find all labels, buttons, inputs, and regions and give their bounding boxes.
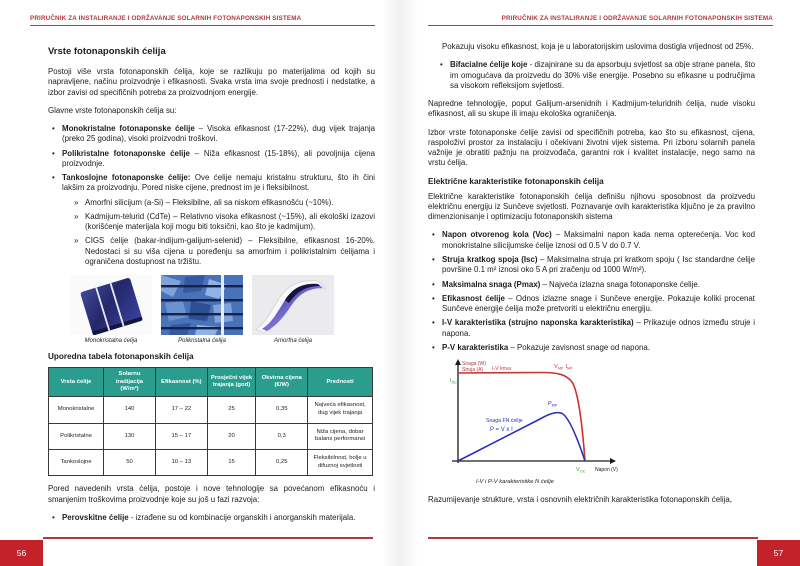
x-axis-label: Napon (V)	[595, 467, 618, 474]
table-cell: 0,35	[256, 397, 308, 423]
footer-rule-left	[43, 537, 373, 539]
right-content	[428, 42, 755, 513]
bullet-voc	[428, 230, 755, 251]
advanced-tech-paragraph: Napredne tehnologije, poput Galijum-arsenidnih i Kadmijum-teluridnih ćelija, nude visoku efikasnost, ali su skupe ili imaju ekološka ograničenja.	[428, 99, 755, 119]
bullet-efficiency	[428, 294, 755, 315]
bullet-lead: I-V karakteristika (strujno naponska karakteristika)	[442, 318, 634, 328]
bullet-monocrystalline	[48, 124, 375, 145]
figure-caption: Amorfna ćelija	[273, 338, 312, 345]
page-number-left: 56	[0, 540, 43, 566]
cell-choice-paragraph: Izbor vrste fotonaponske ćelije zavisi od specifičnih potreba, kao što su efikasnost, cijena, raspoloživi prostor za instalaciju i očekivani životni vijek sistema. Pri izboru solarnih panela važnije je obratiti pažnju na proizvođača, garantni rok i kvalitet instalacije, nego samo na vrstu ćelija.	[428, 127, 755, 168]
bullet-text: Ove ćelije nemaju kristalnu strukturu, što ih čini lakšim za proizvodnju. Pored niske cijene, prednost im je i fleksibilnost.	[62, 173, 375, 193]
page-right	[400, 0, 800, 566]
chart-caption: I-V i P-V karakteristike N ćelije	[476, 479, 554, 486]
bullet-iv-characteristic	[428, 318, 755, 339]
bullet-lead: Polikristalne fotonaponske ćelije	[62, 148, 190, 158]
bullet-text: – Niža efikasnost (15-18%), ali povoljnija cijena proizvodnje.	[62, 148, 375, 168]
perovskite-efficiency-paragraph: Pokazuju visoku efikasnost, koja je u laboratorijskim uslovima dostigla vrijednost od 25%.	[442, 42, 754, 51]
table-header-cell: Vrsta ćelije	[49, 368, 104, 397]
bullet-pmax	[428, 280, 755, 290]
table-cell: 140	[104, 397, 156, 423]
bullet-text: - dizajnirane su da apsorbuju svjetlost sa obje strane panela, što im omogućava da proizvedu do 30% više energije. Posebno su efikasne u područjima sa visokom refleksijom svjetlosti.	[450, 60, 755, 90]
table-cell: 0,3	[256, 423, 308, 449]
y-axis-label-current: Struja (A)	[462, 367, 484, 374]
cell-photo-row	[70, 275, 375, 344]
table-header-cell: Efikasnost (%)	[155, 368, 207, 397]
bullet-text: – Najveća izlazna snaga fotonaponske ćelije.	[540, 279, 700, 289]
subbullet-cdte: » Kadmijum-telurid (CdTe) – Relativno visoka efikasnost (~15%), ali ekološki izazovi (korišćenje materijala koji mogu biti toksični, kao što je kadmijum).	[74, 212, 375, 233]
running-head-left: PRIRUČNIK ZA INSTALIRANJE I ODRŽAVANJE SOLARNIH FOTONAPONSKIH SISTEMA	[30, 15, 375, 26]
figure-amorphous	[252, 275, 334, 344]
comparison-table	[48, 367, 373, 476]
figure-monocrystalline	[70, 275, 152, 344]
table-cell: Najveća efikasnost, dug vijek trajanja	[308, 397, 373, 423]
electrical-intro-paragraph: Električne karakteristike fotonaponskih ćelija definišu njihovu sposobnost da proizvedu električnu energiju iz Sunčeve svjetlosti. Poznavanje ovih karakteristika ključno je za pravilno dimenzionisanje i optimizaciju fotonaponskih sistema	[428, 191, 755, 222]
bullet-lead: Maksimalna snaga (Pmax)	[442, 279, 541, 289]
table-row	[49, 450, 373, 476]
bullet-text: – Maksimalna struja pri kratkom spoju ( Isc standardne ćelije površine 0.1 m² iznosi oko 5 A pri zračenju od 1000 W/m²).	[442, 254, 755, 275]
vmp-imp-label: $V_{MP}$ $I_{MP}$	[554, 364, 573, 371]
table-row	[49, 423, 373, 449]
table-header-cell: Prednosti	[308, 368, 373, 397]
bullet-text: – Visoka efikasnost (17-22%), dug vijek trajanja (preko 25 godina), visoki proizvodni troškovi.	[62, 124, 375, 144]
table-cell: Tankoslojne	[49, 450, 104, 476]
page-number-right: 57	[757, 540, 800, 566]
table-cell: Monokristalne	[49, 397, 104, 423]
iv-pv-chart-canvas	[448, 359, 698, 477]
table-header-cell: Solarnu iradijacija (W/m²)	[104, 368, 156, 397]
bullet-text: – Pokazuje zavisnost snage od napona.	[508, 342, 650, 352]
table-cell: Polikristalne	[49, 423, 104, 449]
bullet-lead: Tankoslojne fotonaponske ćelije:	[62, 173, 191, 183]
outro-paragraph: Pored navedenih vrsta ćelija, postoje i nove tehnologije sa povećanom efikasnoću i smanjenim troškovima proizvodnje koje su još u fazi razvoja:	[48, 484, 375, 504]
running-head-right: PRIRUČNIK ZA INSTALIRANJE I ODRŽAVANJE SOLARNIH FOTONAPONSKIH SISTEMA	[428, 15, 773, 26]
y-axis-arrow-icon	[455, 359, 461, 365]
table-cell: Fleksibilnost, bolje u difuznoj svjetlosti	[308, 450, 373, 476]
section-title: Vrste fotonaponskih ćelija	[48, 46, 166, 57]
figure-caption: Polikristalna ćelija	[178, 338, 226, 345]
bullet-text: – Prikazuje odnos između struje i napona.	[442, 318, 755, 338]
table-cell: 10 – 13	[155, 450, 207, 476]
power-formula-label-line2: P = V x I	[490, 427, 513, 434]
bullet-lead: Napon otvorenog kola (Voc)	[442, 230, 552, 240]
bullet-lead: Efikasnost ćelije	[442, 293, 505, 303]
table-title: Uporedna tabela fotonaponskih ćelija	[48, 352, 194, 362]
table-cell: 50	[104, 450, 156, 476]
pmp-label: $P_{MP}$	[548, 401, 558, 408]
bullet-text: – Maksimalni napon kada nema opterećenja. Voc kod monokristalne silicijumske ćelije iznosi od 0.5 V do 0.7 V.	[442, 230, 755, 250]
power-formula-label-line1: Snaga FN ćelije	[486, 418, 523, 425]
left-content	[48, 42, 375, 527]
isc-label: $I_{SC}$	[450, 378, 457, 385]
table-cell: 17 – 22	[155, 397, 207, 423]
table-header-cell: Okvirna cijena (€/W)	[256, 368, 308, 397]
subbullet-cigs: » CIGS ćelije (bakar-indijum-galijum-selenid) – Fleksibilne, efikasnost 16-20%. Nedostaci si su viša cijena u poređenju sa amorfnim i polikristalnim ćelijama i ograničena dostupnost na tržištu.	[74, 236, 375, 267]
bullet-text: – Odnos izlazne snage i Sunčeve energije. Pokazuje koliki procenat Sunčeve energije ćelija može pretvoriti u električnu energiju.	[442, 293, 756, 314]
bullet-lead: Struja kratkog spoja (Isc)	[442, 254, 538, 264]
table-cell: 0,25	[256, 450, 308, 476]
table-cell: 130	[104, 423, 156, 449]
table-cell: 15 – 17	[155, 423, 207, 449]
poly-cell-photo	[161, 275, 243, 335]
figure-polycrystalline	[161, 275, 243, 344]
table-header-cell: Prosječni vijek trajanja (god)	[207, 368, 256, 397]
table-header-row	[49, 368, 373, 397]
bullet-thinfilm	[48, 173, 375, 194]
table-cell: 20	[207, 423, 256, 449]
bullet-lead: Perovskitne ćelije	[62, 512, 129, 522]
bullet-text: - izrađene su od kombinacije organskih i anorganskih materijala.	[128, 512, 356, 522]
figure-caption: Monokristalna ćelija	[84, 338, 138, 345]
table-cell: 15	[207, 450, 256, 476]
bullet-polycrystalline	[48, 149, 375, 170]
table-cell: Niža cijena, dobar balans performansi	[308, 423, 373, 449]
x-axis-arrow-icon	[610, 458, 616, 464]
bullet-lead: Bifacialne ćelije koje	[450, 60, 528, 70]
bullet-isc	[428, 255, 755, 276]
mono-cell-photo	[70, 275, 152, 335]
voc-label: $V_{OC}$	[576, 467, 586, 474]
amorphous-cell-photo	[252, 275, 334, 335]
footer-rule-right	[428, 537, 758, 539]
electrical-section-title: Električne karakteristike fotonaponskih ćelija	[428, 176, 604, 186]
closing-paragraph: Razumijevanje strukture, vrsta i osnovnih električnih karakteristika fotonaponskih ćelija,	[428, 495, 732, 505]
bullet-lead: P-V karakteristika	[442, 342, 509, 352]
subbullet-amorphous: » Amorfni silicijum (a-Si) – Fleksibilne, ali sa niskom efikasnošću (~10%).	[74, 198, 375, 208]
list-intro: Glavne vrste fotonaponskih ćelija su:	[48, 105, 177, 115]
iv-pv-chart	[448, 359, 755, 485]
bullet-perovskite	[48, 513, 375, 523]
intro-paragraph: Postoji više vrsta fotonaponskih ćelija, koje se razlikuju po materijalima od kojih su napravljene, načinu proizvodnje i efikasnosti. Svaka vrsta ima svoje prednosti i nedstatke, a izbor zavisi od specifičnih potreba za proizvodnjom energije.	[48, 67, 375, 97]
iv-curve-label: I-V kriva	[492, 366, 512, 373]
table-row	[49, 397, 373, 423]
bullet-bifacial	[436, 60, 755, 91]
bullet-lead: Monokristalne fotonaponske ćelije	[62, 124, 195, 134]
bullet-pv-characteristic	[428, 343, 755, 353]
y-axis-label-power: Snaga (W)	[462, 361, 486, 368]
table-cell: 25	[207, 397, 256, 423]
